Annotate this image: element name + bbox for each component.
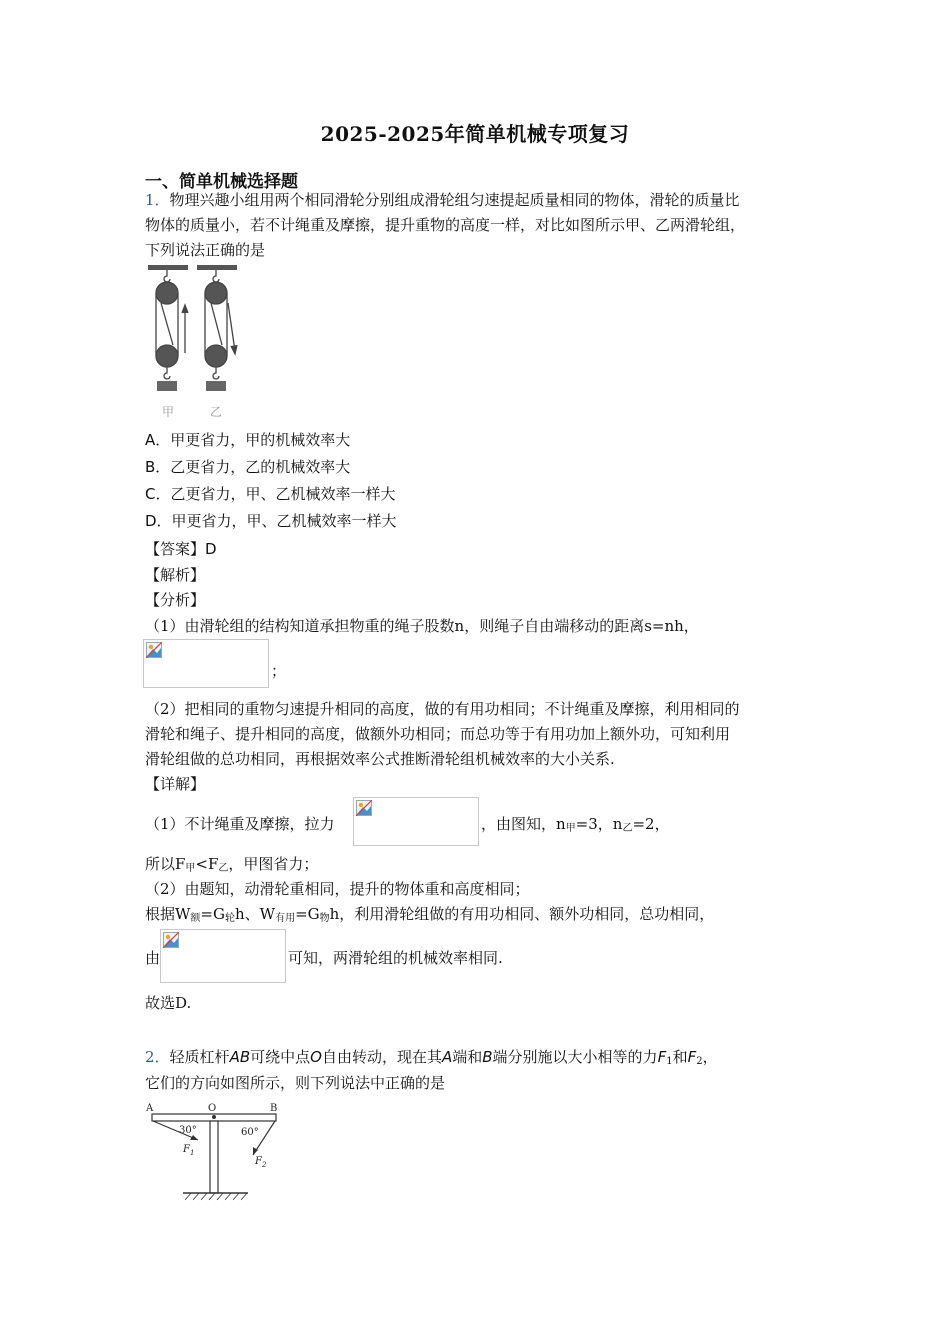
q2-stem-line2: 它们的方向如图所示，则下列说法中正确的是 <box>145 1074 446 1092</box>
q1-number: 1． <box>145 191 170 209</box>
force-f1-label: $F_1$ <box>183 1144 195 1157</box>
xiangjie-1-conclusion: 所以$F_甲<F_乙$，甲图省力； <box>145 855 319 874</box>
fenxi-label: 【分析】 <box>145 591 206 609</box>
broken-image-formula-1 <box>143 639 269 688</box>
broken-image-icon <box>146 642 162 658</box>
fenxi-1-end: ； <box>271 662 287 680</box>
xiangjie-2-conclusion: 可知，两滑轮组的机械效率相同. <box>288 949 503 967</box>
q1-stem-line2: 物体的质量小，若不计绳重及摩擦，提升重物的高度一样，对比如图所示甲、乙两滑轮组， <box>145 216 746 234</box>
fenxi-point-2-l1: （2）把相同的重物匀速提升相同的高度，做的有用功相同；不计绳重及摩擦，利用相同的 <box>145 700 740 718</box>
q2-stem-line1: 2．轻质杠杆AB可绕中点O自由转动，现在其A端和B端分别施以大小相等的力$F_1$和$F_2$， <box>145 1048 718 1067</box>
broken-image-formula-2 <box>353 797 479 846</box>
q1-option-a[interactable]: A．甲更省力，甲的机械效率大 <box>145 431 351 449</box>
q1-stem-line1: 1．物理兴趣小组用两个相同滑轮分别组成滑轮组匀速提起质量相同的物体，滑轮的质量比 <box>145 191 740 209</box>
fenxi-point-2-l3: 滑轮组做的总功相同，再根据效率公式推断滑轮组机械效率的大小关系. <box>145 750 615 768</box>
broken-image-formula-3 <box>160 929 286 983</box>
broken-image-icon <box>163 932 179 948</box>
angle-60-label: 60° <box>241 1127 259 1138</box>
xiangjie-1-suffix: ，由图知，$n_甲=3$，$n_乙=2$， <box>481 815 670 834</box>
figure-label-yi: 乙 <box>210 405 223 419</box>
fenxi-point-1: （1）由滑轮组的结构知道承担物重的绳子股数n，则绳子自由端移动的距离s=nh， <box>145 617 699 635</box>
q1-option-b[interactable]: B．乙更省力，乙的机械效率大 <box>145 458 351 476</box>
q1-stem-line3: 下列说法正确的是 <box>145 241 266 259</box>
page-title: 2025-2025年简单机械专项复习 <box>320 122 630 146</box>
lever-label-o: O <box>208 1103 217 1114</box>
pulley-figure <box>145 263 240 423</box>
fenxi-point-2-l2: 滑轮和绳子、提升相同的高度，做额外功相同；而总功等于有用功加上额外功，可知利用 <box>145 725 731 743</box>
xiangjie-1-prefix: （1）不计绳重及摩擦，拉力 <box>145 815 335 833</box>
lever-label-b: B <box>270 1103 278 1114</box>
lever-figure <box>143 1100 283 1205</box>
xiangjie-2: （2）由题知，动滑轮重相同，提升的物体重和高度相同； <box>145 880 530 898</box>
answer-label: 【答案】D <box>145 540 217 558</box>
force-f2-label: $F_2$ <box>255 1156 267 1169</box>
section-heading: 一、简单机械选择题 <box>145 172 298 192</box>
jiexi-label: 【解析】 <box>145 566 206 584</box>
xiangjie-2-you: 由 <box>145 949 161 967</box>
q1-option-d[interactable]: D．甲更省力，甲、乙机械效率一样大 <box>145 512 397 530</box>
final-choice: 故选D. <box>145 994 192 1012</box>
xiangjie-label: 【详解】 <box>145 775 206 793</box>
q2-number: 2． <box>145 1048 170 1066</box>
lever-label-a: A <box>146 1103 154 1114</box>
q1-option-c[interactable]: C．乙更省力，甲、乙机械效率一样大 <box>145 485 396 503</box>
xiangjie-2-work: 根据$W_额=G_轮h$、$W_{有用}=G_物h$，利用滑轮组做的有用功相同、额外功相同，总功相同， <box>145 905 715 924</box>
figure-label-jia: 甲 <box>162 405 175 419</box>
angle-30-label: 30° <box>179 1125 197 1136</box>
broken-image-icon <box>356 800 372 816</box>
